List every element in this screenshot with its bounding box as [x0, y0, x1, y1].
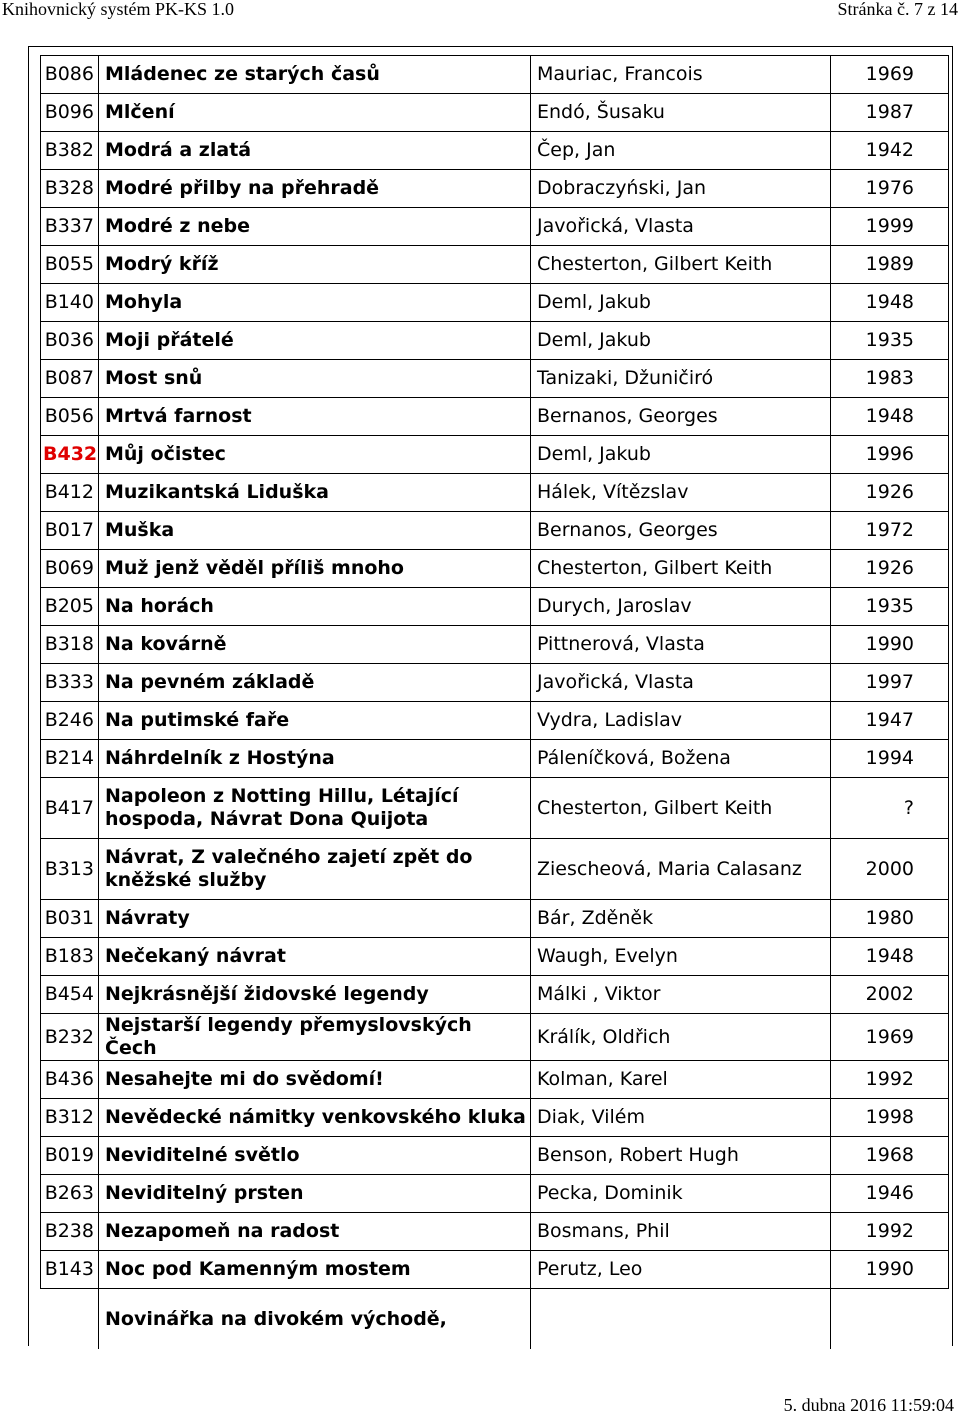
table-row	[41, 588, 949, 626]
book-title: Modrý kříž	[99, 246, 531, 284]
book-author: Páleníčková, Božena	[531, 740, 831, 778]
table-row	[41, 778, 949, 839]
book-author: Javořická, Vlasta	[531, 664, 831, 702]
book-year: 1935	[831, 588, 949, 626]
book-author: Diak, Vilém	[531, 1099, 831, 1137]
table-row	[41, 1251, 949, 1289]
table-row	[41, 550, 949, 588]
book-year: 1976	[831, 170, 949, 208]
table-row	[41, 1289, 949, 1350]
book-author: Waugh, Evelyn	[531, 938, 831, 976]
table-row	[41, 900, 949, 938]
book-title: Nejkrásnější židovské legendy	[99, 976, 531, 1014]
book-code: B069	[41, 550, 99, 588]
book-author: Durych, Jaroslav	[531, 588, 831, 626]
book-title: Muž jenž věděl příliš mnoho	[99, 550, 531, 588]
book-code: B214	[41, 740, 99, 778]
book-title: Nezapomeň na radost	[99, 1213, 531, 1251]
book-year: ?	[831, 778, 949, 839]
book-year: 2000	[831, 839, 949, 900]
book-year: 1990	[831, 1251, 949, 1289]
table-row	[41, 436, 949, 474]
book-code: B436	[41, 1061, 99, 1099]
book-code: B382	[41, 132, 99, 170]
book-title: Na pevném základě	[99, 664, 531, 702]
table-row	[41, 170, 949, 208]
book-year: 1989	[831, 246, 949, 284]
table-row	[41, 208, 949, 246]
frame-left-line	[28, 46, 29, 1346]
table-row	[41, 839, 949, 900]
book-title: Mlčení	[99, 94, 531, 132]
book-author: Chesterton, Gilbert Keith	[531, 778, 831, 839]
book-code: B143	[41, 1251, 99, 1289]
book-author: Králík, Oldřich	[531, 1014, 831, 1061]
book-title: Napoleon z Notting Hillu, Létající hospoda, Návrat Dona Quijota	[99, 778, 531, 839]
book-code: B183	[41, 938, 99, 976]
book-code	[41, 1289, 99, 1350]
book-author: Bosmans, Phil	[531, 1213, 831, 1251]
book-year: 1972	[831, 512, 949, 550]
book-code: B232	[41, 1014, 99, 1061]
book-title: Muzikantská Liduška	[99, 474, 531, 512]
book-code: B087	[41, 360, 99, 398]
book-title: Nečekaný návrat	[99, 938, 531, 976]
book-code: B036	[41, 322, 99, 360]
book-code: B432	[41, 436, 99, 474]
frame-right-line	[952, 46, 953, 1346]
book-year: 1942	[831, 132, 949, 170]
table-row	[41, 360, 949, 398]
book-author: Endó, Šusaku	[531, 94, 831, 132]
table-row	[41, 56, 949, 94]
book-author: Javořická, Vlasta	[531, 208, 831, 246]
book-author: Bernanos, Georges	[531, 512, 831, 550]
book-year	[831, 1289, 949, 1350]
book-author: Málki , Viktor	[531, 976, 831, 1014]
print-timestamp: 5. dubna 2016 11:59:04	[783, 1395, 954, 1415]
book-year: 1998	[831, 1099, 949, 1137]
book-author: Chesterton, Gilbert Keith	[531, 246, 831, 284]
book-year: 1926	[831, 550, 949, 588]
book-year: 1992	[831, 1061, 949, 1099]
book-code: B333	[41, 664, 99, 702]
table-row	[41, 512, 949, 550]
table-row	[41, 626, 949, 664]
book-year: 2002	[831, 976, 949, 1014]
book-year: 1948	[831, 938, 949, 976]
book-author: Dobraczyński, Jan	[531, 170, 831, 208]
table-row	[41, 1213, 949, 1251]
book-title: Novinářka na divokém východě,	[99, 1289, 531, 1350]
book-catalog-table	[40, 55, 949, 1349]
book-code: B263	[41, 1175, 99, 1213]
table-row	[41, 702, 949, 740]
book-code: B055	[41, 246, 99, 284]
book-code: B056	[41, 398, 99, 436]
book-year: 1980	[831, 900, 949, 938]
book-code: B019	[41, 1137, 99, 1175]
book-title: Moji přátelé	[99, 322, 531, 360]
book-year: 1969	[831, 1014, 949, 1061]
book-year: 1946	[831, 1175, 949, 1213]
book-title: Mládenec ze starých časů	[99, 56, 531, 94]
frame-top-line	[28, 46, 953, 47]
book-title: Na putimské faře	[99, 702, 531, 740]
book-year: 1999	[831, 208, 949, 246]
book-year: 1948	[831, 398, 949, 436]
book-title: Neviditelný prsten	[99, 1175, 531, 1213]
book-code: B454	[41, 976, 99, 1014]
book-author: Kolman, Karel	[531, 1061, 831, 1099]
table-row	[41, 938, 949, 976]
book-year: 1987	[831, 94, 949, 132]
book-title: Modré z nebe	[99, 208, 531, 246]
book-title: Náhrdelník z Hostýna	[99, 740, 531, 778]
book-title: Muška	[99, 512, 531, 550]
book-title: Nesahejte mi do svědomí!	[99, 1061, 531, 1099]
book-year: 1948	[831, 284, 949, 322]
book-code: B318	[41, 626, 99, 664]
table-row	[41, 94, 949, 132]
book-year: 1968	[831, 1137, 949, 1175]
book-code: B205	[41, 588, 99, 626]
book-author: Mauriac, Francois	[531, 56, 831, 94]
book-code: B312	[41, 1099, 99, 1137]
book-code: B017	[41, 512, 99, 550]
book-code: B246	[41, 702, 99, 740]
table-row	[41, 1137, 949, 1175]
book-author: Deml, Jakub	[531, 322, 831, 360]
book-year: 1992	[831, 1213, 949, 1251]
book-author: Vydra, Ladislav	[531, 702, 831, 740]
book-title: Mohyla	[99, 284, 531, 322]
book-title: Návraty	[99, 900, 531, 938]
book-year: 1996	[831, 436, 949, 474]
book-author: Hálek, Vítězslav	[531, 474, 831, 512]
book-author: Chesterton, Gilbert Keith	[531, 550, 831, 588]
table-row	[41, 1061, 949, 1099]
system-name: Knihovnický systém PK-KS 1.0	[2, 0, 235, 19]
book-year: 1997	[831, 664, 949, 702]
book-author: Bernanos, Georges	[531, 398, 831, 436]
book-year: 1926	[831, 474, 949, 512]
table-row	[41, 132, 949, 170]
book-title: Nevědecké námitky venkovského kluka	[99, 1099, 531, 1137]
book-author: Benson, Robert Hugh	[531, 1137, 831, 1175]
book-author: Perutz, Leo	[531, 1251, 831, 1289]
table-row	[41, 664, 949, 702]
book-year: 1983	[831, 360, 949, 398]
book-year: 1990	[831, 626, 949, 664]
book-code: B140	[41, 284, 99, 322]
book-code: B086	[41, 56, 99, 94]
book-year: 1935	[831, 322, 949, 360]
book-author: Tanizaki, Džuničiró	[531, 360, 831, 398]
book-title: Most snů	[99, 360, 531, 398]
book-title: Mrtvá farnost	[99, 398, 531, 436]
book-title: Modré přilby na přehradě	[99, 170, 531, 208]
book-code: B417	[41, 778, 99, 839]
book-year: 1994	[831, 740, 949, 778]
table-row	[41, 1014, 949, 1061]
book-author: Deml, Jakub	[531, 436, 831, 474]
book-code: B328	[41, 170, 99, 208]
book-author: Pecka, Dominik	[531, 1175, 831, 1213]
page-number: Stránka č. 7 z 14	[837, 0, 958, 19]
book-author: Pittnerová, Vlasta	[531, 626, 831, 664]
table-row	[41, 398, 949, 436]
table-row	[41, 1175, 949, 1213]
book-title: Neviditelné světlo	[99, 1137, 531, 1175]
book-author: Bár, Zděněk	[531, 900, 831, 938]
book-title: Na horách	[99, 588, 531, 626]
book-author: Ziescheová, Maria Calasanz	[531, 839, 831, 900]
book-title: Na kovárně	[99, 626, 531, 664]
book-code: B096	[41, 94, 99, 132]
book-year: 1969	[831, 56, 949, 94]
book-author: Čep, Jan	[531, 132, 831, 170]
table-row	[41, 740, 949, 778]
book-title: Modrá a zlatá	[99, 132, 531, 170]
book-code: B412	[41, 474, 99, 512]
book-title: Noc pod Kamenným mostem	[99, 1251, 531, 1289]
book-code: B031	[41, 900, 99, 938]
table-row	[41, 284, 949, 322]
book-author: Deml, Jakub	[531, 284, 831, 322]
book-code: B313	[41, 839, 99, 900]
table-row	[41, 976, 949, 1014]
book-code: B337	[41, 208, 99, 246]
table-row	[41, 246, 949, 284]
table-row	[41, 474, 949, 512]
book-year: 1947	[831, 702, 949, 740]
table-row	[41, 322, 949, 360]
book-title: Návrat, Z valečného zajetí zpět do kněžské služby	[99, 839, 531, 900]
book-title: Můj očistec	[99, 436, 531, 474]
book-code: B238	[41, 1213, 99, 1251]
book-author	[531, 1289, 831, 1350]
book-title: Nejstarší legendy přemyslovských Čech	[99, 1014, 531, 1061]
table-row	[41, 1099, 949, 1137]
